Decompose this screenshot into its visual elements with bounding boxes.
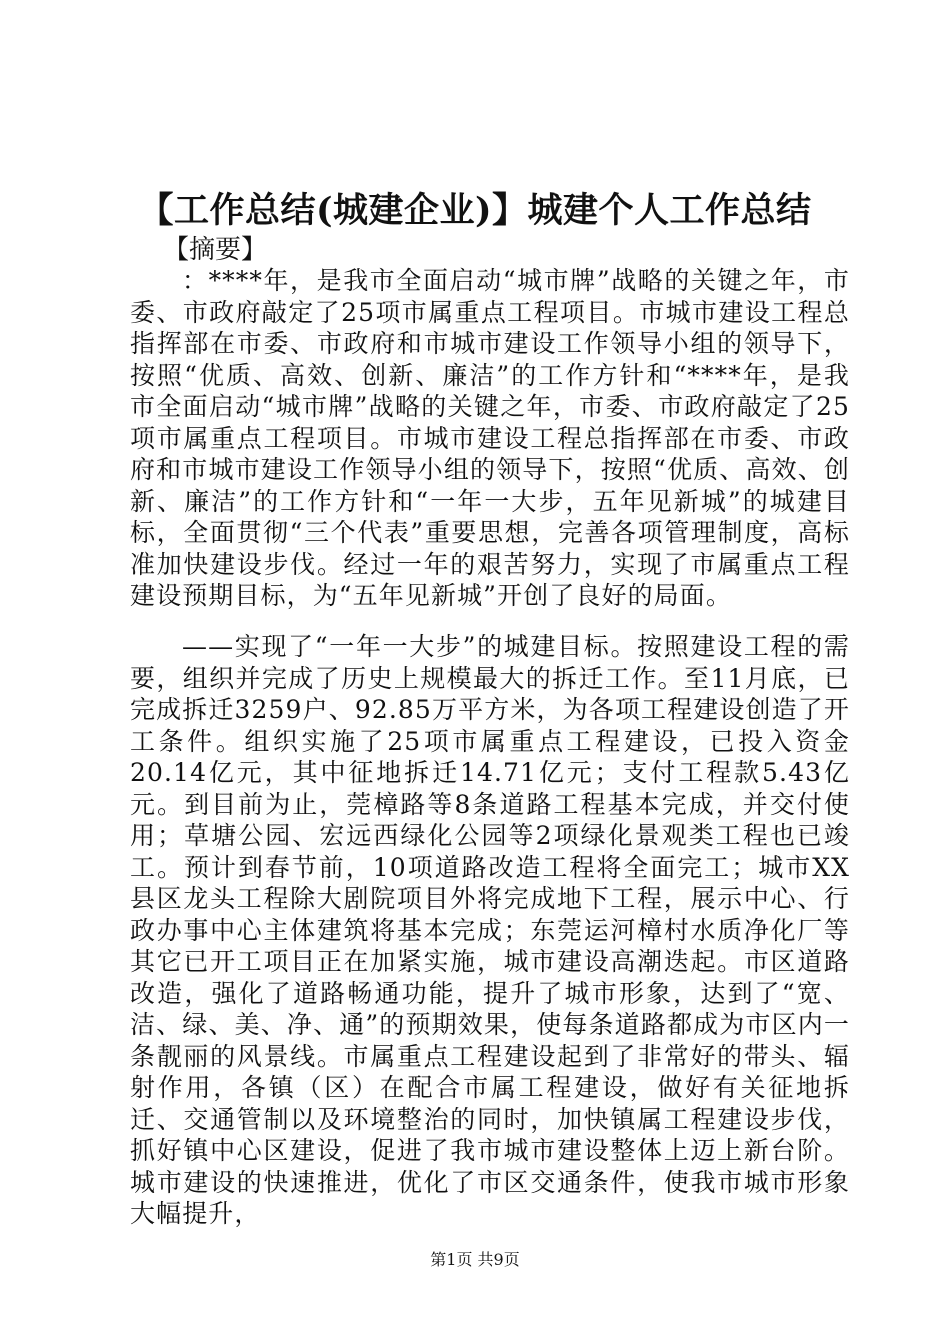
paragraph-summary: ：****年，是我市全面启动“城市牌”战略的关键之年，市委、市政府敲定了25项市属重点工程项目。市城市建设工程总指挥部在市委、市政府和市城市建设工作领导小组的领导下，按照“优质、高效、创新、廉洁”的工作方针和“****年，是我市全面启动“城市牌”战略的关键之年，市委、市政府敲定了25项市属重点工程项目。市城市建设工程总指挥部在市委、市政府和市城市建设工作领导小组的领导下，按照“优质、高效、创新、廉洁”的工作方针和“一年一大步，五年见新城”的城建目标，全面贯彻“三个代表”重要思想，完善各项管理制度，高标准加快建设步伐。经过一年的艰苦努力，实现了市属重点工程建设预期目标，为“五年见新城”开创了良好的局面。 [130,266,850,610]
abstract-label: 【摘要】 [163,235,268,265]
document-title: 【工作总结(城建企业)】城建个人工作总结 [138,190,812,231]
page-footer: 第1页 共9页 [430,1250,520,1269]
paragraph-achievements: ——实现了“一年一大步”的城建目标。按照建设工程的需要，组织并完成了历史上规模最大的拆迁工作。至11月底，已完成拆迁3259户、92.85万平方米，为各项工程建设创造了开工条件。组织实施了25项市属重点工程建设，已投入资金20.14亿元，其中征地拆迁14.71亿元；支付工程款5.43亿元。到目前为止，莞樟路等8条道路工程基本完成，并交付使用；草塘公园、宏远西绿化公园等2项绿化景观类工程也已竣工。预计到春节前，10项道路改造工程将全面完工；城市XX县区龙头工程除大剧院项目外将完成地下工程，展示中心、行政办事中心主体建筑将基本完成；东莞运河樟村水质净化厂等其它已开工项目正在加紧实施，城市建设高潮迭起。市区道路改造，强化了道路畅通功能，提升了城市形象，达到了“宽、洁、绿、美、净、通”的预期效果，使每条道路都成为市区内一条靓丽的风景线。市属重点工程建设起到了非常好的带头、辐射作用，各镇（区）在配合市属工程建设，做好有关征地拆迁、交通管制以及环境整治的同时，加快镇属工程建设步伐，抓好镇中心区建设，促进了我市城市建设整体上迈上新台阶。城市建设的快速推进，优化了市区交通条件，使我市城市形象大幅提升， [130,632,850,1228]
